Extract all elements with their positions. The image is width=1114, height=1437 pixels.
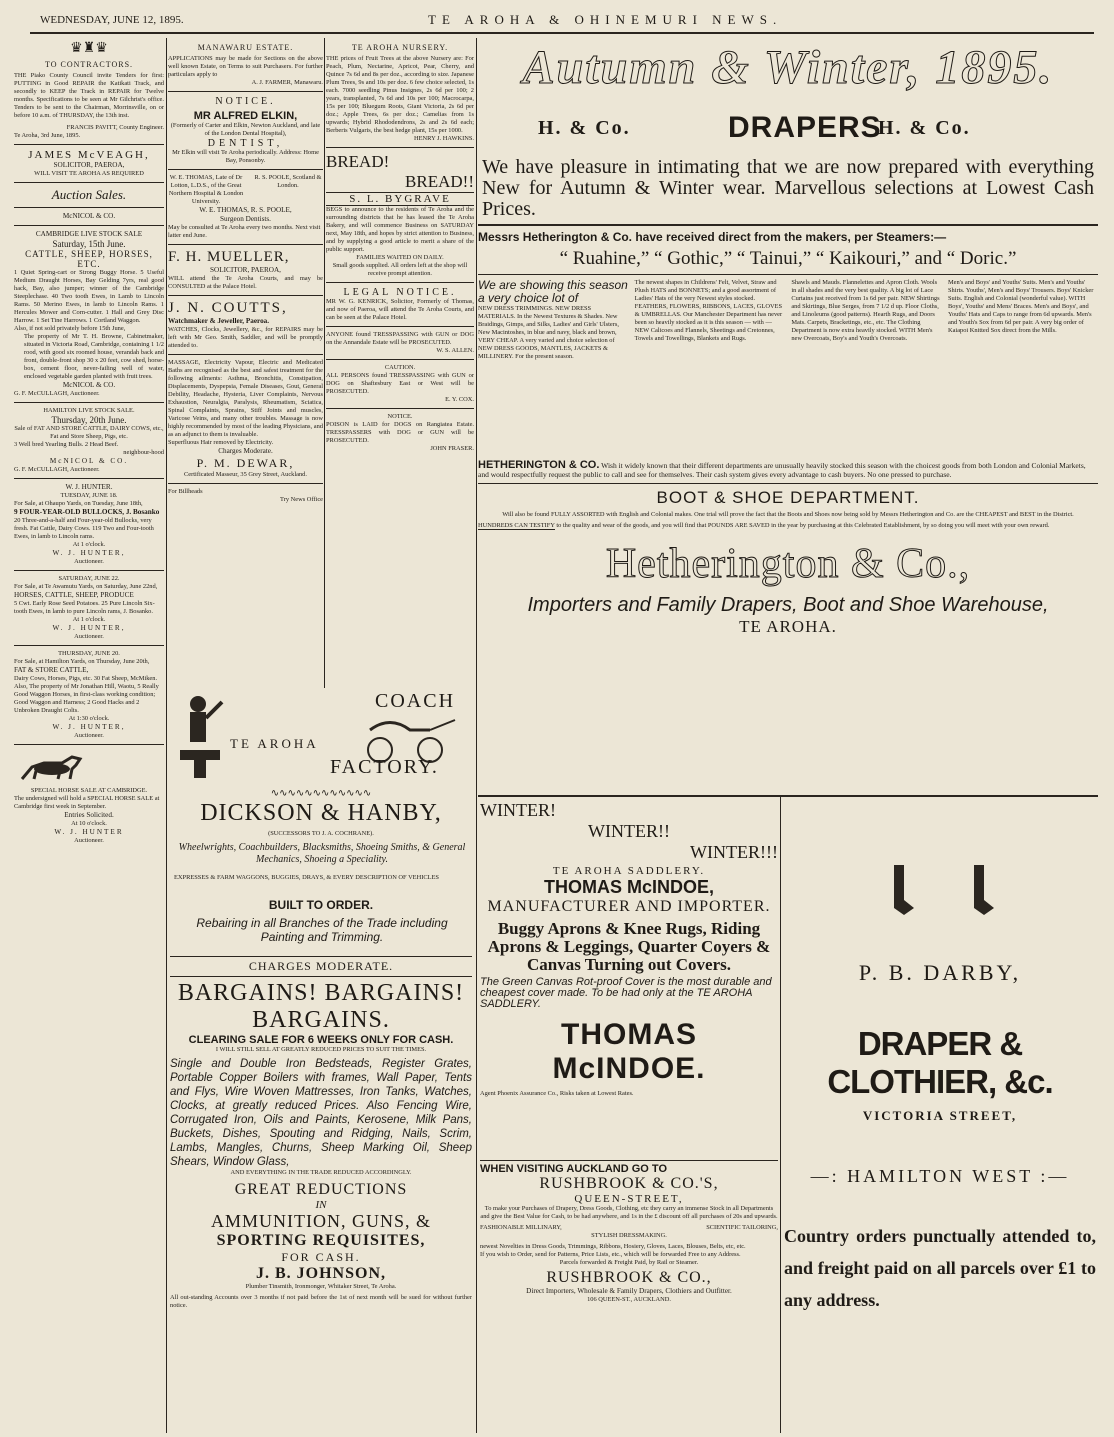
fatstore-body: Dairy Cows, Horses, Pigs, etc. 30 Fat Sheep, McMiken. Also, The property of Mr Jonathan Hill, Waotu, 5 Really Good Waggon Horses, in first-class working condition; Good Waggon and Harness; 2 Good Hacks and 2 Unbroken Draught Colts.	[14, 675, 159, 714]
sale-date: THURSDAY, JUNE 20.	[58, 650, 120, 657]
fat-body: 3 Well bred Yearling Bulls. 2 Head Beef.	[14, 441, 119, 448]
te-aroha-label: TE AROHA.	[739, 617, 837, 636]
thomas-mcindoe: THOMAS McINDOE,	[543, 877, 714, 897]
ohaupo-sale: For Sale, at Ohaupo Yards, on Tuesday, June 18th,	[14, 500, 143, 507]
sporting-requisites: SPORTING REQUISITES,	[216, 1232, 426, 1249]
list-shawls-clothing: Shawls and Mauds. Flannelettes and Apron Cloth. Wools in all shades and the very best quality. A big lot of Lace Curtains just received from 1s 6d per pair. NEW Shirtings and Skirtings, Blue Serges, from 7 1/2 d up. Floor Cloths, and Linoleums (good patterns). Hearth Rugs, and Doors Mats. Carpets, Bracketings, etc., etc. The Clothing Department is now extra heavily stocked. WITH Men's new Overcoats, Boy's and Youth's Overcoats.	[791, 279, 940, 342]
charges-moderate: Charges Moderate.	[218, 447, 273, 455]
column-rule	[476, 38, 477, 1433]
horse-icon	[14, 749, 164, 787]
surgeon-dentists: Surgeon Dentists.	[220, 215, 271, 223]
mcnicol-sign: McNICOL & CO.	[49, 457, 129, 465]
rushbrook-ad	[480, 1160, 778, 1431]
coach-repair: Rebairing in all Branches of the Trade including Painting and Trimming.	[196, 916, 448, 944]
mcculloch-sign: G. F. McCULLAGH, Auctioneer.	[14, 466, 100, 473]
contractors-signature: FRANCIS PAVITT, County Engineer.	[66, 124, 164, 131]
sale-time: At 1:30 o'clock.	[68, 715, 110, 722]
rushbrook-address: 106 QUEEN-ST., AUCKLAND.	[587, 1296, 671, 1303]
coach-factory: FACTORY.	[330, 756, 439, 778]
issue-date: WEDNESDAY, JUNE 12, 1895.	[40, 14, 184, 26]
hair-removed: Superfluous Hair removed by Electricity.	[168, 439, 274, 446]
everything-reduced: AND EVERYTHING IN THE TRADE REDUCED ACCORDINGLY.	[230, 1169, 412, 1176]
in-label: IN	[315, 1199, 327, 1211]
masthead	[30, 12, 1094, 34]
coach-title: COACH	[375, 690, 456, 712]
poison-body: POISON is LAID for DOGS on Rangiatea Estate. TRESSPASSERS with DOG or GUN will be PROSECUTED.	[326, 421, 474, 444]
country-orders: Country orders punctually attended to, and freight paid on all parcels over £1 to any address.	[784, 1226, 1096, 1310]
fat-heading: Sale of FAT AND STORE CATTLE, DAIRY COWS, etc., Fat and Store Sheep, Pigs, etc.	[14, 425, 164, 440]
thomas-mcindoe-big: THOMAS McINDOE.	[552, 1018, 706, 1085]
awamutu-sale: For Sale, at Te Awamutu Yards, on Saturday, June 22nd,	[14, 583, 158, 590]
hetherington-name: Hetherington & Co.,	[605, 541, 971, 587]
messrs-line: Messrs Hetherington & Co. have received direct from the makers, per Steamers:—	[478, 230, 947, 244]
manufacturer: MANUFACTURER AND IMPORTER.	[487, 898, 771, 915]
manawaru-body: APPLICATIONS may be made for Sections on the above well known Estate, on Terms to suit Purchasers. For further particulars apply to	[168, 55, 323, 78]
hco-label: HETHERINGTON & CO.	[478, 459, 600, 471]
mcnicol-sign: McNICOL & CO.	[62, 381, 116, 389]
cattle-body: 1 Quiet Spring-cart or Strong Buggy Horse. 5 Useful Medium Draught Horses, Bay Gelding 7yrs, real good hack, Bay, also jumper; winner of the Cambridge Steeplechase. 40 Two tooth Ewes, in Lamb to Lincoln Rams. 50 Merino Ewes, in lamb to Lincoln Rams. 1 Hercules Mower and Corn-cutter. 1 Hall and Grey Disc Harrow. 1 Set Tine Harrows. 1 Cortland Waggon.	[14, 269, 164, 324]
winter-2: WINTER!!	[588, 821, 670, 841]
elkin-name: MR ALFRED ELKIN,	[193, 110, 298, 122]
sale-date: Thursday, 20th June.	[51, 415, 127, 425]
reduced-prices: I WILL STILL SELL AT GREATLY REDUCED PRICES TO SUIT THE TIMES.	[215, 1046, 427, 1053]
mueller-name: F. H. MUELLER,	[168, 249, 290, 265]
johnson-items: Single and Double Iron Bedsteads, Register Grates, Portable Copper Boilers with frames, Wall Paper, Tents and Flys, Wire Woven Mattresses, Iron Tanks, Watches, Clocks, at greatly reduced Prices. Also Fencing Wire, Corrugated Iron, Oils and Paints, Kerosene, Milk Pans, Buckets, Dishes, Spouting and Ridging, Nails, Scrim, Lambs, Mangles, Churns, Sheep Marking Oil, Sheep Shears, Window Glass,	[170, 1058, 472, 1168]
bygrave-body: BEGS to announce to the residents of Te Aroha and the surrounding districts that he has leased the Te Aroha Bakery, and will commence Business on SATURDAY next, May 18th, and hopes by strict attention to Business, and by supplying a good article to merit a share of the public support.	[326, 206, 474, 253]
mcculloch-sign: G. F. McCULLAGH, Auctioneer.	[14, 390, 100, 397]
fraser-signature: JOHN FRASER.	[430, 445, 474, 452]
johnson-accounts: All out-standing Accounts over 3 months if not paid before the 1st of next month will be sued for without further notice.	[170, 1294, 472, 1309]
hetherington-ad	[478, 40, 1098, 795]
order-patterns: If you wish to Order, send for Patterns, Price Lists, etc., which will be forwarded Free to any Address.	[480, 1251, 741, 1258]
hundreds-testify: HUNDREDS CAN TESTIFY	[478, 522, 555, 529]
darby-name: P. B. DARBY,	[858, 960, 1022, 985]
entries-solicited: Entries Solicited.	[64, 811, 114, 819]
manawaru-title: MANAWARU ESTATE.	[197, 43, 294, 52]
cox-signature: E. Y. COX.	[445, 396, 474, 403]
autumn-winter-headline: Autumn & Winter, 1895.	[522, 41, 1054, 94]
families-waited: FAMILIES WAITED ON DAILY.	[356, 254, 444, 261]
for-cash: FOR CASH.	[281, 1250, 361, 1264]
auctioneer-label: Auctioneer.	[74, 837, 104, 844]
auctioneer-label: Auctioneer.	[74, 732, 104, 739]
badge-left: H. & Co.	[538, 117, 631, 139]
hunter-signature: W. J. HUNTER	[54, 828, 124, 836]
drapers-banner	[478, 111, 1098, 151]
tresspass-body: ANYONE found TRESSPASSING with GUN or DOG on the Annandale Estate will be PROSECUTED.	[326, 331, 474, 346]
bread-title-2: BREAD!!	[405, 172, 474, 191]
fashionable-millinery: FASHIONABLE MILLINARY,	[480, 1224, 562, 1231]
green-canvas: The Green Canvas Rot-proof Cover is the most durable and cheapest cover made. To be had only at the TE AROHA SADDLERY.	[480, 976, 772, 1010]
importers-line: Importers and Family Drapers, Boot and Shoe Warehouse,	[527, 594, 1049, 616]
steamers-list: “ Ruahine,” “ Gothic,” “ Tainui,” “ Kaikouri,” and “ Doric.”	[559, 248, 1017, 269]
sale-time: At 1 o'clock.	[72, 541, 106, 548]
bread-title: BREAD!	[326, 152, 390, 171]
bullocks-body: 20 Three-and-a-half and Four-year-old Bullocks, very fresh. Fat Cattle, Dairy Cows. 119 Two and Four-tooth Ewes, in lamb to Lincoln rams.	[14, 517, 154, 540]
hunter-signature: W. J. HUNTER,	[52, 723, 126, 731]
coutts-body: WATCHES, Clocks, Jewellery, &c., for REPAIRS may be left with Mr Geo. Smith, Saddler, and will be promptly attended to.	[168, 326, 323, 349]
try-news-office: Try News Office	[280, 496, 323, 503]
contractors-place: Te Aroha, 3rd June, 1895.	[14, 132, 81, 139]
coutts-role: Watchmaker & Jeweller, Paeroa.	[168, 317, 270, 325]
victoria-street: VICTORIA STREET,	[862, 1108, 1018, 1123]
dickson-hanby: DICKSON & HANBY,	[200, 800, 442, 826]
successors: (SUCCESSORS TO J. A. COCHRANE).	[268, 830, 374, 837]
newest-novelties: newest Novelties in Dress Goods, Trimmings, Ribbons, Hosiery, Gloves, Laces, Blouses, Belts, etc, etc.	[480, 1243, 746, 1250]
bargains-line2: BARGAINS.	[252, 1007, 390, 1033]
hunter-signature: W. J. HUNTER,	[52, 549, 126, 557]
te-aroha-saddlery: TE AROHA SADDLERY.	[552, 865, 706, 877]
parcels-forwarded: Parcels forwarded & Freight Paid, by Rail or Steamer.	[559, 1259, 699, 1266]
direct-importers: Direct Importers, Wholesale & Family Drapers, Clothiers and Outfitter.	[526, 1287, 732, 1295]
drapers-label: DRAPERS	[728, 111, 882, 144]
coach-te-aroha: TE AROHA	[230, 736, 319, 751]
hco-text: Wish it widely known that their different departments are unusually heavily stocked this season with the choicest goods from both London and Colonial Markets, and would respectfully request the public to call and see for themselves. Their cash system gives every advantage to cash buyers. No one pressed to purchase.	[478, 461, 1086, 479]
small-goods: Small goods supplied. All orders left at the shop will receive prompt attention.	[332, 262, 468, 277]
mcnicol-name: McNICOL & CO.	[62, 212, 116, 220]
elkin-body: (Formerly of Carter and Elkin, Newton Auckland, and late of the London Dental Hospital),	[170, 122, 321, 137]
great-reductions: GREAT REDUCTIONS	[234, 1181, 408, 1198]
crest-icon: ♛♜♛	[70, 41, 108, 56]
johnson-name: J. B. JOHNSON,	[255, 1265, 386, 1282]
saddlery-ad	[480, 800, 778, 1160]
cattle-heading: CATTLE, SHEEP, HORSES, ETC.	[25, 249, 153, 269]
pointing-hands-icon	[874, 860, 1004, 920]
boot-line2: to the quality and wear of the goods, and you will find that POUNDS ARE SAVED in the year by purchasing at this Celebrated Establishment, by so doing you will meet with your own reward.	[556, 522, 1050, 529]
cambridge-sale: CAMBRIDGE LIVE STOCK SALE	[35, 230, 143, 238]
hamilton-yards: For Sale, at Hamilton Yards, on Thursday, June 20th,	[14, 658, 150, 665]
sale-time: At 1 o'clock.	[72, 616, 106, 623]
ammunition: AMMUNITION, GUNS, &	[211, 1211, 431, 1231]
auctioneer-label: Auctioneer.	[74, 633, 104, 640]
column-nursery-bakery	[326, 40, 474, 700]
dentists-consult: May be consulted at Te Aroha every two months. Next visit latter end June.	[168, 224, 321, 239]
queen-street: QUEEN-STREET,	[574, 1193, 684, 1205]
column-rule	[780, 795, 781, 1433]
mueller-role: SOLICITOR, PAEROA,	[210, 266, 281, 274]
horses-body: 5 Cwt. Early Rose Seed Potatoes. 25 Pure Lincoln Six-tooth Ewes, in lamb to pure Lincoln rams, J. Bosanko.	[14, 600, 155, 615]
massage-body: MASSAGE, Electricity Vapour, Electric and Medicated Baths are recognised as the best and safest treatment for the following ailments: Asthma, Bronchitis, Constipation, Displacements, Dyspepsia, Female Diseases, Gout, General Debility, Headache, Hysteria, Liver Complaints, Nervous Exhaustion, Neuralgia, Paralysis, Rheumatism, Sciatica, Spinal Complaints, Sprains, Stiff Joints and muscles, Varicose Veins, and many other troubles. Massage is now highly recommended by most of the leading Physicians, and as an adjunct to them is invaluable.	[168, 359, 323, 438]
dentist-label: DENTIST,	[207, 138, 284, 149]
built-to-order: BUILT TO ORDER.	[268, 898, 374, 912]
legal-notice: LEGAL NOTICE.	[343, 287, 457, 298]
mcveagh-note: WILL VISIT TE AROHA AS REQUIRED	[34, 170, 144, 177]
nursery-title: TE AROHA NURSERY.	[351, 43, 449, 52]
bargains-line1: BARGAINS! BARGAINS!	[177, 980, 465, 1006]
fatstore-heading: FAT & STORE CATTLE,	[14, 666, 89, 674]
allen-signature: W. S. ALLEN.	[436, 347, 474, 354]
winter-3: WINTER!!!	[690, 842, 778, 862]
bygrave-name: S. L. BYGRAVE	[326, 192, 474, 206]
notice-heading: NOTICE.	[387, 413, 413, 420]
dentists-names: W. E. THOMAS, R. S. POOLE,	[199, 206, 292, 214]
hamilton-west: —: HAMILTON WEST :—	[810, 1166, 1070, 1186]
horses-heading: HORSES, CATTLE, SHEEP, PRODUCE	[14, 591, 134, 599]
horse-sale-body: The undersigned will hold a SPECIAL HORSE SALE at Cambridge first week in September.	[14, 795, 160, 810]
contractors-body: THE Piako County Council invite Tenders for first: PUTTING in Good REPAIR the Katikati Track, and secondly to KEEP the Track in REPAIR for Twelve months. Specifications to be seen at Mr Gilchrist's office. Tenders to be sent to the Chairman, Morrinsville, on or before 10 a.m. of THURSDAY, the 13th inst.	[14, 72, 164, 119]
billheads: For Billheads	[168, 488, 203, 495]
thomas-credentials: W. E. THOMAS, Late of Dr Lotton, L.D.S., of the Great Northern Hospital & London University.	[168, 174, 244, 205]
caution-heading: CAUTION.	[384, 364, 416, 371]
rushbrook-name-2: RUSHBROOK & CO.,	[546, 1269, 712, 1286]
clearing-sale: CLEARING SALE FOR 6 WEEKS ONLY FOR CASH.	[188, 1034, 454, 1046]
farmer-signature: A. J. FARMER, Manawaru.	[251, 79, 323, 86]
list-dress-goods: NEW DRESS TRIMMINGS. NEW DRESS MATERIALS. In the Newest Textures & Shades. New Braidings, Gimps, and Silks, Ladies' and Girls' Ulsters, New Macintoshes, in blue and navy, black and brown, VERY CHEAP. A very varied and choice selection of NEW DRESS GOODS, MANTLES, JACKETS & MILLINERY. For the present season.	[478, 305, 619, 360]
coach-express: EXPRESSES & FARM WAGGONS, BUGGIES, DRAYS, & EVERY DESCRIPTION OF VEHICLES	[174, 874, 439, 881]
draper-clothier: DRAPER & CLOTHIER, &c.	[827, 1025, 1053, 1100]
hawkins-signature: HENRY J. HAWKINS.	[414, 135, 474, 142]
column-professional	[168, 40, 323, 790]
rushbrook-body: To make your Purchases of Drapery, Dress Goods, Clothing, etc they carry an immense Stock in all Departments and give the Best Value for Cash, to be had anywhere, and 1s in the £ discount off all purchases of 20s and upwards.	[480, 1205, 778, 1220]
coach-charges: CHARGES MODERATE.	[170, 956, 472, 977]
scientific-tailoring: SCIENTIFIC TAILORING,	[706, 1224, 778, 1231]
mueller-body: WILL attend the Te Aroha Courts, and may be CONSULTED at the Palace Hotel.	[168, 275, 323, 290]
johnson-trade: Plumber Tinsmith, Ironmonger, Whitaker Street, Te Aroha.	[245, 1283, 397, 1290]
horse-sale-title: SPECIAL HORSE SALE AT CAMBRIDGE.	[30, 787, 148, 794]
notice-heading: NOTICE.	[215, 96, 276, 107]
dewar-name: P. M. DEWAR,	[196, 456, 295, 470]
phoenix-agent: Agent Phoenix Assurance Co., Risks taken at Lowest Rates.	[480, 1090, 634, 1097]
mcveagh-name: JAMES McVEAGH,	[28, 149, 150, 161]
nursery-body: THE prices of Fruit Trees at the above Nursery are: For Peach, Plum, Nectarine, Apricot, Pear, Cherry, and Quince 7s 6d and 8s per doz., according to size. Japanese Plum Trees, 9s and 10s per doz. 6 few choice selected, 1s each. 7000 seedling Pinus Insignes, 2s 6d per 100; 2 years, transplanted, 7s 6d and 10s per 100; Macrocarpa, 15s per 100; Bluegum Roots, Giant Victoria, 2s 6d per doz.; Apple Trees, 6s per doz.; Camelias from 1s upwards; Hybrid Rhododendrons, 2s and 2s 6d each; Berberis Vulgaris, the best hedge plant, 15s per 1000.	[326, 55, 474, 134]
list-mens-boys: Men's and Boys' and Youths' Suits. Men's and Youths' Shirts. Youths', Men's and Boys' Trousers. Boys' Knicker Suits. English and Colonial (wonderful value). WITH Boys', Youths' and Mens' Braces. Men's and Boys', and Youths' Hats and Caps to range from 6d upwards. Men's and Youth's Sox from 6d per pair. A very big order of Kaiapoi Knitted Sox direct from the Mills.	[947, 279, 1094, 334]
sale-date: Saturday, 15th June.	[52, 239, 126, 249]
blacksmith-icon	[170, 690, 230, 780]
section-rule	[478, 795, 1098, 797]
darby-ad	[784, 800, 1096, 1430]
hunter-heading: W. J. HUNTER.	[65, 483, 113, 491]
auction-title: Auction Sales.	[51, 187, 127, 202]
kenrick-body: MR W. G. KENRICK, Solicitor, Formerly of Thomas, and now of Paeroa, will attend the Te Aroha Courts, and can be seen at the Palace Hotel.	[326, 298, 474, 321]
boot-line1: Will also be found FULLY ASSORTED with English and Colonial makes. One trial will prove the fact that the Boots and Shoes now being sold by Messrs Hetherington and Co. are the CHEAPEST and BEST in the District.	[502, 511, 1074, 518]
list-hats-manchester: The newest shapes in Childrens' Felt, Velvet, Straw and Plush HATS and BONNETS; and a good assortment of Ladies' Hats of the very Newest styles stocked. FEATHERS, FLOWERS, RIBBONS, LACES, GLOVES & UMBRELLAS. Our Manchester Department has never been so heavily stocked as it is this season — with — NEW Calicoes and Flannels, Sheetings and Cretonnes, Towels and Towellings, Blankets and Rugs.	[634, 279, 783, 342]
column-rule	[166, 38, 167, 1433]
winter-1: WINTER!	[480, 800, 556, 820]
hetherington-intro: We have pleasure in intimating that we are now prepared with everything New for Autumn & Winter wear. Marvellous selections at Lowest Cash Prices.	[482, 156, 1094, 220]
cattle-property: The property of Mr T. H. Browne, Cabinetmaker, situated in Victoria Road, Cambridge, containing 1 1/2 rood, with good six roomed house, verandah back and front, double-front shop 30 x 20 feet, cow shed, horse-box, cement floor, never-failing well of water, enclosed vegetable garden planted with fruit trees.	[24, 333, 164, 380]
stylish-dressmaking: STYLISH DRESSMAKING.	[591, 1232, 667, 1239]
coutts-name: J. N. COUTTS,	[168, 300, 288, 316]
hamilton-sale: HAMILTON LIVE STOCK SALE.	[43, 407, 135, 414]
caution-body: ALL PERSONS found TRESSPASSING with GUN or DOG on Shaftesbury East or West will be PROSECUTED.	[326, 372, 474, 395]
coach-trades: Wheelwrights, Coachbuilders, Blacksmiths, Shoeing Smiths, & General Mechanics, Shoeing a Speciality.	[178, 842, 466, 865]
bullocks-heading: 9 FOUR-YEAR-OLD BULLOCKS, J. Bosanko	[14, 508, 160, 516]
contractors-title: TO CONTRACTORS.	[44, 60, 134, 69]
badge-right: H. & Co.	[878, 117, 971, 139]
paper-title: TE AROHA & OHINEMURI NEWS.	[428, 12, 783, 27]
cattle-also: Also, if not sold privately before 15th June,	[14, 325, 126, 332]
visiting-auckland: WHEN VISITING AUCKLAND GO TO	[480, 1163, 667, 1175]
johnson-ad	[170, 980, 472, 1430]
elkin-visit: Mr Elkin will visit Te Aroha periodically. Address: Home Bay, Ponsonby.	[172, 149, 319, 164]
fat-neighbourhood: neighbour-hood	[123, 449, 164, 456]
ornament-rule: ∿∿∿∿∿∿∿∿∿∿∿∿	[270, 788, 372, 799]
column-auctions	[14, 40, 164, 1430]
sale-date: SATURDAY, JUNE 22.	[58, 575, 120, 582]
dewar-body: Certificated Masseur, 35 Grey Street, Auckland.	[184, 471, 307, 478]
buggy-aprons: Buggy Aprons & Knee Rugs, Riding Aprons & Leggings, Quarter Coyers & Canvas Turning out Covers.	[487, 919, 771, 974]
showing-tagline: We are showing this season a very choice lot of	[478, 278, 628, 305]
sale-time: At 10 o'clock.	[71, 820, 107, 827]
column-rule	[324, 38, 325, 688]
auctioneer-label: Auctioneer.	[74, 558, 104, 565]
mcveagh-role: SOLICITOR, PAEROA,	[53, 161, 125, 169]
poole-credentials: R. S. POOLE, Scotland & London.	[254, 174, 322, 189]
rushbrook-name: RUSHBROOK & CO.'S,	[539, 1175, 719, 1192]
boot-shoe-title: BOOT & SHOE DEPARTMENT.	[656, 488, 920, 507]
sale-date: TUESDAY, JUNE 18.	[60, 492, 118, 499]
hunter-signature: W. J. HUNTER,	[52, 624, 126, 632]
